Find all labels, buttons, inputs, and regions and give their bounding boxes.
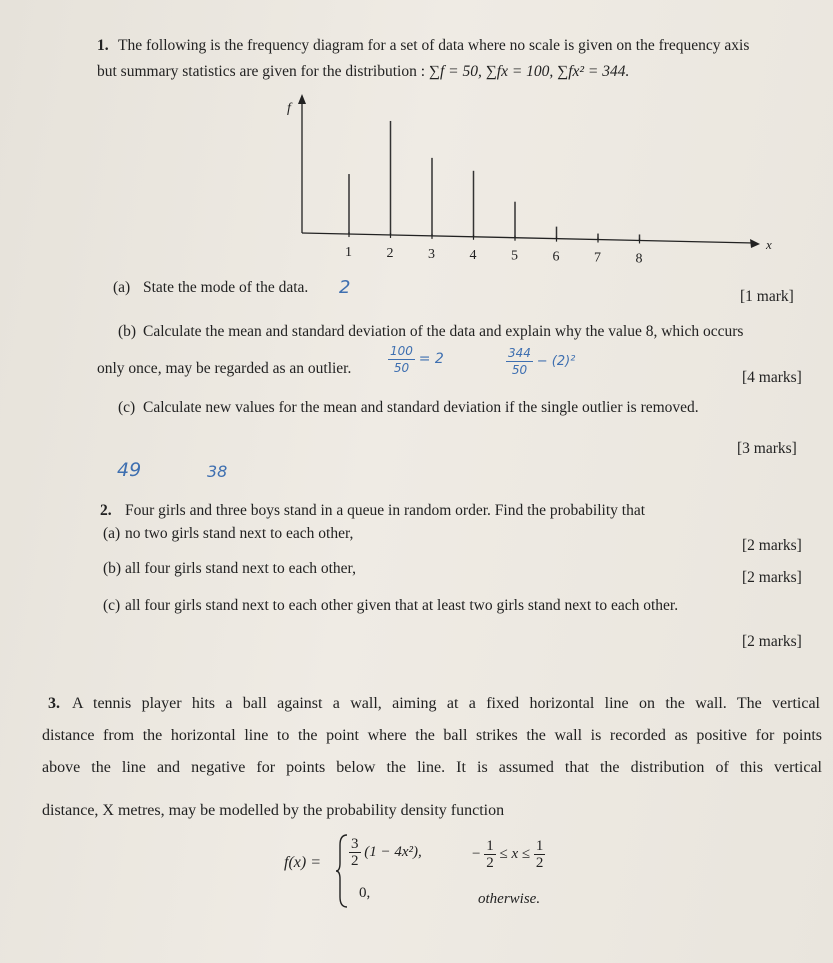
pdf-case2-value: 0, — [359, 885, 371, 901]
pdf-cond-minus: − — [472, 845, 481, 862]
hw-mean-den: 50 — [393, 361, 410, 375]
q2-intro: Four girls and three boys stand in a queue in random order. Find the probability that — [125, 502, 646, 519]
pdf-coef-num: 3 — [351, 836, 359, 852]
tick-label-x-5: 5 — [511, 248, 518, 264]
q2b-text: all four girls stand next to each other, — [125, 560, 356, 577]
q2a-text: no two girls stand next to each other, — [125, 525, 354, 542]
hw-mean-working — [388, 343, 444, 376]
pdf-case1 — [349, 836, 422, 869]
tick-label-x-6: 6 — [552, 249, 560, 265]
pdf-cond-right-den: 2 — [535, 855, 544, 871]
pdf-cond-left-half — [484, 838, 496, 871]
q1c-text: Calculate new values for the mean and standard deviation if the single outlier is removed. — [143, 399, 699, 416]
hw-var-den: 50 — [511, 363, 528, 377]
hw-c-n2: 38 — [207, 462, 228, 481]
x-axis — [302, 233, 754, 243]
tick-label-x-2: 2 — [386, 245, 394, 261]
pdf-case1-expr: (1 − 4x²), — [364, 843, 422, 860]
q3-line4: distance, X metres, may be modelled by the probability density function — [42, 802, 505, 819]
q1b-line2: only once, may be regarded as an outlier. — [97, 360, 352, 377]
q1b-label: (b) — [118, 323, 137, 340]
q2c-label: (c) — [103, 597, 121, 614]
pdf-cond-right-half — [534, 838, 546, 871]
hw-var-num: 344 — [508, 346, 531, 360]
q1a-marks: [1 mark] — [740, 288, 794, 305]
pdf-brace — [335, 833, 349, 909]
hw-var-rest: − (2)² — [536, 354, 576, 369]
q3-line3: above the line and negative for points below the line. It is assumed that the distribution of this vertical — [42, 759, 822, 776]
q3-line2: distance from the horizontal line to the point where the ball strikes the wall is recorded as positive for points — [42, 727, 822, 744]
q1b-line1: Calculate the mean and standard deviation of the data and explain why the value 8, which occurs — [143, 323, 744, 340]
pdf-coef-fraction — [349, 836, 361, 869]
q2b-label: (b) — [103, 560, 122, 577]
q1c-marks: [3 marks] — [737, 440, 797, 457]
q1-intro-line2 — [97, 62, 629, 81]
frequency-diagram — [200, 90, 780, 275]
hw-mean-result: = 2 — [418, 351, 444, 367]
tick-label-x-4: 4 — [469, 247, 477, 263]
q2-number: 2. — [100, 502, 112, 519]
tick-label-x-3: 3 — [428, 246, 435, 262]
q2a-label: (a) — [103, 525, 121, 542]
q1a-label: (a) — [113, 279, 131, 296]
q2c-text: all four girls stand next to each other given that at least two girls stand next to each other. — [125, 597, 679, 614]
hw-variance-working — [506, 345, 575, 378]
pdf-cond-mid: ≤ x ≤ — [499, 845, 531, 862]
y-axis-label: f — [287, 101, 291, 116]
y-axis-arrow — [298, 94, 306, 104]
tick-label-x-1: 1 — [345, 245, 352, 261]
tick-label-x-7: 7 — [594, 250, 601, 266]
tick-label-x-8: 8 — [635, 251, 643, 267]
hw-c-n1: 49 — [117, 459, 142, 481]
hw-mean-num: 100 — [390, 344, 413, 358]
x-axis-arrow — [750, 239, 760, 248]
q1-summary-stats: ∑f = 50, ∑fx = 100, ∑fx² = 344. — [428, 63, 630, 80]
q1-intro-line2-text: but summary statistics are given for the distribution : — [97, 63, 426, 80]
q2b-marks: [2 marks] — [742, 569, 802, 586]
hw-mode-answer: 2 — [339, 277, 351, 298]
q1-intro-line1: The following is the frequency diagram for a set of data where no scale is given on the frequency axis — [118, 37, 750, 54]
x-axis-label: x — [766, 237, 772, 252]
q2a-marks: [2 marks] — [742, 537, 802, 554]
pdf-case1-condition — [472, 838, 545, 871]
hw-mean-fraction — [388, 343, 415, 376]
q2c-marks: [2 marks] — [742, 633, 802, 650]
pdf-case2-condition: otherwise. — [478, 891, 541, 907]
pdf-coef-den: 2 — [351, 853, 359, 869]
pdf-cond-right-num: 1 — [535, 838, 544, 854]
q3-number: 3. — [48, 695, 60, 712]
hw-variance-fraction — [506, 345, 533, 378]
q1a-text: State the mode of the data. — [143, 279, 309, 296]
pdf-lhs: f(x) = — [284, 854, 321, 871]
q1-number: 1. — [97, 37, 109, 54]
q1c-label: (c) — [118, 399, 136, 416]
q1b-marks: [4 marks] — [742, 369, 802, 386]
pdf-cond-left-den: 2 — [486, 855, 494, 871]
pdf-cond-left-num: 1 — [486, 838, 494, 854]
q3-line1: A tennis player hits a ball against a wall, aiming at a fixed horizontal line on the wall. The vertical — [72, 695, 820, 712]
